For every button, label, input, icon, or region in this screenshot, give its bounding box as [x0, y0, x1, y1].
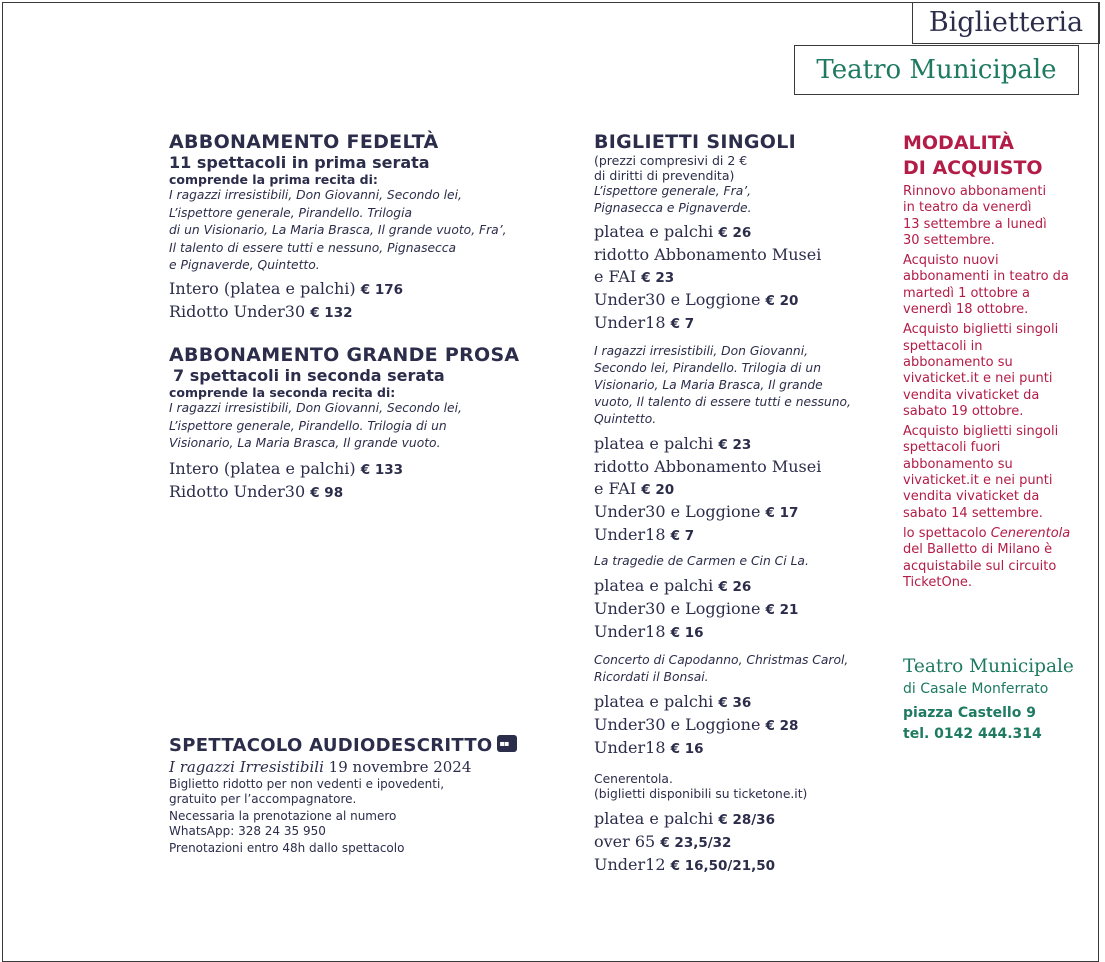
audio-info-2: Necessaria la prenotazione al numero WhatsApp: 328 24 35 950	[169, 809, 397, 838]
prosa-shows: I ragazzi irresistibili, Don Giovanni, Secondo lei, L’ispettore generale, Pirandello. Trilogia di un Visionario, La Maria Brasca, Il grande vuoto.	[169, 401, 462, 450]
singoli-note: (prezzi compresivi di 2 € di diritti di prevendita)	[594, 153, 748, 183]
price-row: Under18 € 7	[594, 525, 695, 544]
contatti-section	[903, 655, 1098, 745]
group-3-shows: La tragedie de Carmen e Cin Ci La.	[594, 554, 809, 568]
contatti-tel[interactable]: tel. 0142 444.314	[903, 726, 1042, 742]
modalita-title-2: DI ACQUISTO	[903, 157, 1043, 179]
price-row: Under18 € 7	[594, 313, 695, 332]
modalita-title-1: MODALITÀ	[903, 132, 1014, 154]
price-row: Ridotto Under30 € 98	[169, 481, 344, 501]
price-row: Under30 e Loggione € 28	[594, 715, 799, 734]
audio-info-1: Biglietto ridotto per non vedenti e ipovedenti, gratuito per l’accompagnatore.	[169, 777, 445, 806]
price-row: platea e palchi € 26	[594, 222, 752, 241]
price-row: Under18 € 16	[594, 622, 704, 641]
contatti-name: Teatro Municipale	[903, 656, 1074, 677]
price-row: Under18 € 16	[594, 738, 704, 757]
modalita-cenerentola: lo spettacolo Cenerentola del Balletto di Milano è acquistabile sul circuito TicketOne.	[903, 525, 1071, 590]
price-row: platea e palchi € 28/36	[594, 809, 775, 828]
audio-info-3: Prenotazioni entro 48h dallo spettacolo	[169, 841, 405, 855]
header-biglietteria: Biglietteria	[912, 2, 1100, 44]
fedelta-includes: comprende la prima recita di:	[169, 172, 378, 187]
biglietti-singoli-section	[594, 131, 884, 877]
group-1-shows: L’ispettore generale, Fra’, Pignasecca e Pignaverde.	[594, 184, 752, 215]
group-4-shows: Concerto di Capodanno, Christmas Carol, Ricordati il Bonsai.	[594, 653, 849, 684]
prosa-subtitle: 7 spettacoli in seconda serata	[173, 366, 445, 385]
group-2-prices	[594, 433, 884, 547]
contatti-address: piazza Castello 9	[903, 705, 1036, 721]
audio-title: SPETTACOLO AUDIODESCRITTO ▪▪	[169, 735, 569, 757]
fedelta-prices	[169, 278, 569, 324]
price-row: Under30 e Loggione € 17	[594, 502, 799, 521]
fedelta-shows: I ragazzi irresistibili, Don Giovanni, Secondo lei, L’ispettore generale, Pirandello. Trilogia di un Visionario, La Maria Brasca, Il grande vuoto, Fra’, Il talento di essere tutti e nessuno, Pignasecca e Pignaverde, Quintetto.	[169, 188, 507, 272]
price-row: Intero (platea e palchi) € 133	[169, 458, 404, 478]
audiodescritto-section	[169, 735, 569, 856]
modalita-nuovi: Acquisto nuovi abbonamenti in teatro da martedì 1 ottobre a venerdì 18 ottobre.	[903, 253, 1069, 318]
price-row: platea e palchi € 26	[594, 576, 752, 595]
price-row: Under30 e Loggione € 20	[594, 290, 799, 309]
modalita-singoli-fuori: Acquisto biglietti singoli spettacoli fuori abbonamento su vivaticket.it e nei punti vendita vivaticket da sabato 14 settembre.	[903, 424, 1059, 521]
group-4-prices	[594, 691, 884, 760]
group-5-shows: Cenerentola. (biglietti disponibili su ticketone.it)	[594, 772, 808, 801]
modalita-acquisto-section	[903, 131, 1093, 595]
group-5-prices	[594, 808, 884, 877]
singoli-title: BIGLIETTI SINGOLI	[594, 131, 797, 153]
abbonamento-prosa-section	[169, 344, 569, 504]
price-row: e FAI € 20	[594, 479, 675, 498]
fedelta-title: ABBONAMENTO FEDELTÀ	[169, 131, 439, 153]
audio-show: I ragazzi Irresistibili 19 novembre 2024	[169, 758, 472, 776]
audio-description-icon: ▪▪	[497, 735, 517, 752]
price-row: Under30 e Loggione € 21	[594, 599, 799, 618]
group-2-shows: I ragazzi irresistibili, Don Giovanni, Secondo lei, Pirandello. Trilogia di un Visionario, La Maria Brasca, Il grande vuoto, Il talento di essere tutti e nessuno, Quintetto.	[594, 344, 851, 426]
group-1-prices	[594, 221, 884, 335]
price-row: platea e palchi € 23	[594, 434, 752, 453]
price-row: Under12 € 16,50/21,50	[594, 855, 776, 874]
fedelta-subtitle: 11 spettacoli in prima serata	[169, 153, 430, 172]
price-row: ridotto Abbonamento Musei	[594, 457, 822, 476]
prosa-includes: comprende la seconda recita di:	[169, 385, 396, 400]
modalita-rinnovo: Rinnovo abbonamenti in teatro da venerdì 13 settembre a lunedì 30 settembre.	[903, 184, 1047, 248]
price-row: e FAI € 23	[594, 267, 675, 286]
price-row: Ridotto Under30 € 132	[169, 301, 353, 321]
prosa-prices	[169, 458, 569, 504]
price-row: platea e palchi € 36	[594, 692, 752, 711]
modalita-singoli-in: Acquisto biglietti singoli spettacoli in abbonamento su vivaticket.it e nei punti vendita vivaticket da sabato 19 ottobre.	[903, 322, 1059, 419]
contatti-city: di Casale Monferrato	[903, 681, 1049, 697]
group-3-prices	[594, 575, 884, 644]
prosa-title: ABBONAMENTO GRANDE PROSA	[169, 344, 520, 366]
price-row: Intero (platea e palchi) € 176	[169, 278, 404, 298]
abbonamento-fedelta-section	[169, 131, 569, 324]
price-row: ridotto Abbonamento Musei	[594, 245, 822, 264]
price-row: over 65 € 23,5/32	[594, 832, 732, 851]
header-teatro-municipale: Teatro Municipale	[794, 45, 1079, 95]
